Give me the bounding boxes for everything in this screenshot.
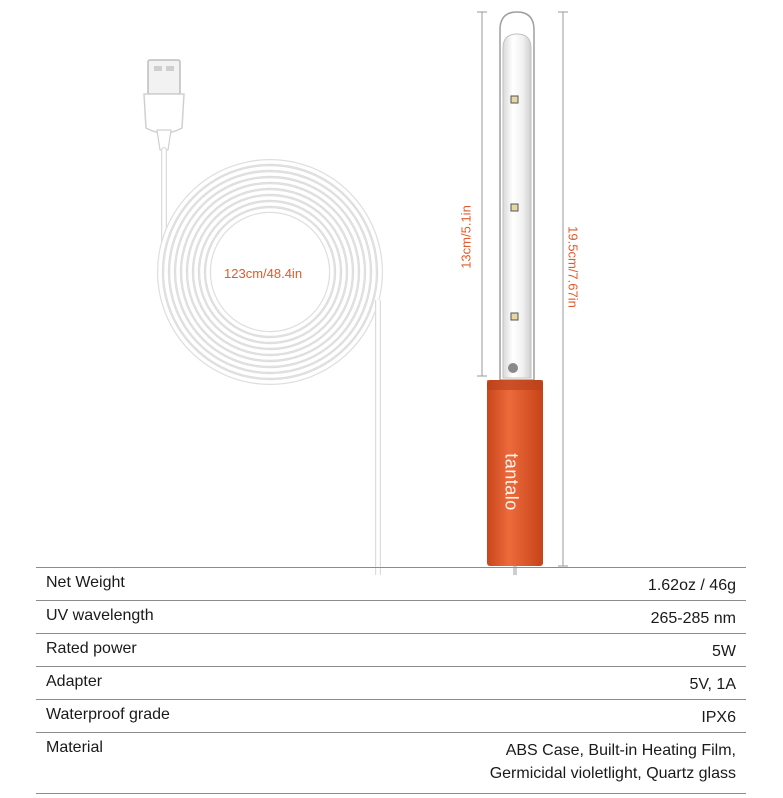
spec-row <box>36 633 746 666</box>
spec-value-line: Germicidal violetlight, Quartz glass <box>489 765 736 782</box>
spec-key: Rated power <box>46 640 137 657</box>
spec-value: 1.62oz / 46g <box>647 577 736 594</box>
usb-plug-icon <box>144 60 184 150</box>
spec-value: 5V, 1A <box>689 676 736 693</box>
spec-row <box>36 666 746 699</box>
spec-table <box>36 567 746 794</box>
spec-key: Material <box>46 739 103 756</box>
spec-key: UV wavelength <box>46 607 154 624</box>
spec-row <box>36 732 746 794</box>
spec-value: IPX6 <box>701 709 736 726</box>
spec-row <box>36 567 746 600</box>
spec-key: Waterproof grade <box>46 706 170 723</box>
brand-logo: tantalo <box>501 453 522 511</box>
spec-value-line: ABS Case, Built-in Heating Film, <box>505 742 736 759</box>
spec-key: Adapter <box>46 673 103 690</box>
spec-key: Net Weight <box>46 574 125 591</box>
total-length-label: 19.5cm/7.67in <box>565 226 581 308</box>
lamp-length-label: 13cm/5.1in <box>458 205 474 269</box>
spec-value: 265-285 nm <box>650 610 736 627</box>
spec-value <box>490 739 736 785</box>
spec-value: 5W <box>712 643 736 660</box>
cable-length-label: 123cm/48.4in <box>224 266 303 281</box>
spec-row <box>36 699 746 732</box>
spec-row <box>36 600 746 633</box>
